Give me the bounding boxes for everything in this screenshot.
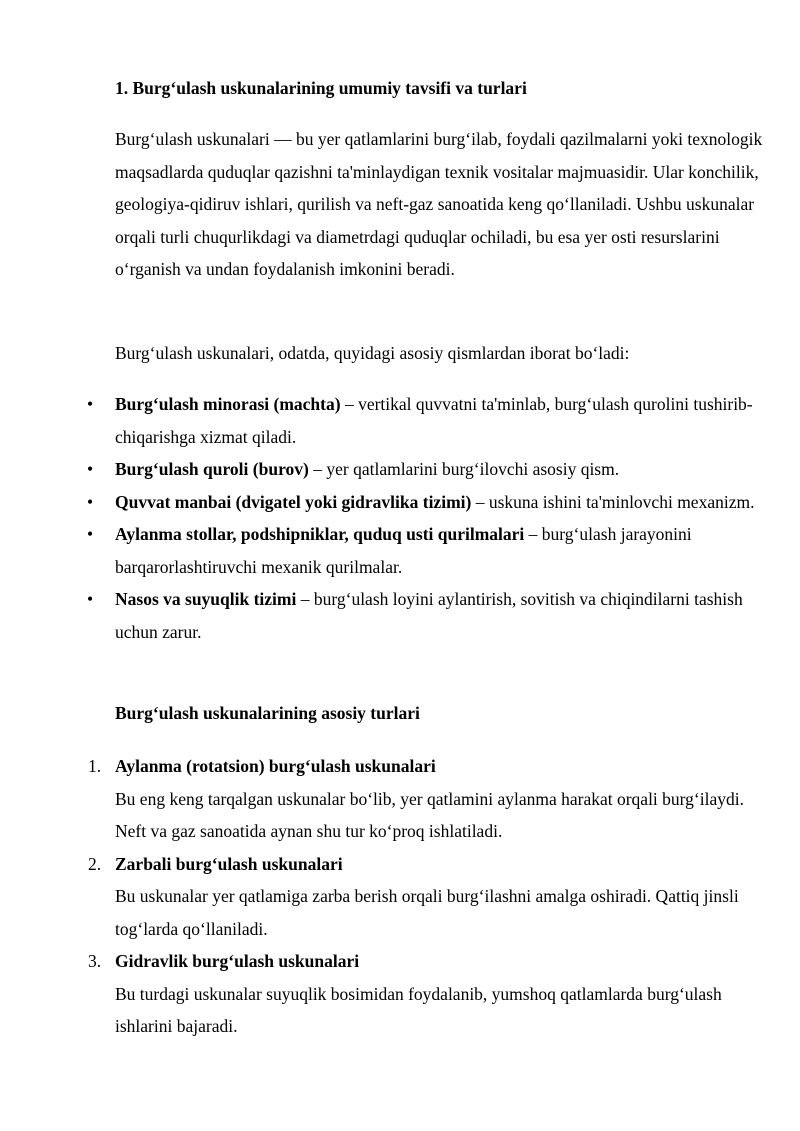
type-name: Zarbali burg‘ulash uskunalari: [115, 853, 343, 874]
type-description: Bu eng keng tarqalgan uskunalar bo‘lib, yer qatlamini aylanma harakat orqali burg‘ilaydi. Neft va gaz sanoatida aynan shu tur ko‘proq ishlatiladi.: [115, 788, 744, 841]
parts-intro-paragraph: Burg‘ulash uskunalari, odatda, quyidagi asosiy qismlardan iborat bo‘ladi:: [115, 343, 630, 363]
type-description: Bu uskunalar yer qatlamiga zarba berish orqali burg‘ilashni amalga oshiradi. Qattiq jinsli tog‘larda qo‘llaniladi.: [115, 886, 739, 939]
bullet-icon: •: [87, 491, 94, 512]
list-item-desc: – burg‘ulash jarayonini barqarorlashtiruvchi mexanik qurilmalar.: [115, 524, 692, 577]
intro-paragraph: Burg‘ulash uskunalari — bu yer qatlamlarini burg‘ilab, foydali qazilmalarni yoki texnologik maqsadlarda quduqlar qazishni ta'minlaydigan texnik vositalar majmuasidir. Ular konchilik, geologiya-qidiruv ishlari, qurilish va neft-gaz sanoatida keng qo‘llaniladi. Ushbu uskunalar orqali turli chuqurlikdagi va diametrdagi quduqlar ochiladi, bu esa yer osti resurslarini o‘rganish va undan foydalanish imkonini beradi.: [115, 129, 763, 279]
type-name: Gidravlik burg‘ulash uskunalari: [115, 951, 360, 971]
list-item: [0, 945, 755, 1043]
list-number: 3.: [88, 951, 102, 971]
list-item: [0, 453, 755, 486]
type-description: Bu turdagi uskunalar suyuqlik bosimidan foydalanib, yumshoq qatlamlarda burg‘ulash ishlarini bajaradi.: [115, 983, 722, 1036]
list-item-desc: – vertikal quvvatni ta'minlab, burg‘ulash qurolini tushirib-chiqarishga xizmat qiladi.: [115, 394, 753, 447]
section-title: 1. Burg‘ulash uskunalarining umumiy tavsifi va turlari: [115, 78, 527, 98]
bullet-icon: •: [87, 394, 94, 414]
list-item-term: Aylanma stollar, podshipniklar, quduq usti qurilmalari: [115, 524, 525, 544]
list-item: [0, 583, 755, 648]
list-item: [0, 750, 755, 848]
type-name: Aylanma (rotatsion) burg‘ulash uskunalari: [115, 756, 436, 776]
list-item-desc: – yer qatlamlarini burg‘ilovchi asosiy qism.: [308, 459, 620, 479]
list-item: [0, 518, 755, 583]
list-item-term: Burg‘ulash quroli (burov): [115, 459, 309, 479]
types-list: [0, 750, 800, 1043]
parts-list: [0, 388, 800, 648]
bullet-icon: •: [87, 589, 94, 609]
types-heading: Burg‘ulash uskunalarining asosiy turlari: [115, 703, 420, 723]
list-item-desc: – burg‘ulash loyini aylantirish, sovitish va chiqindilarni tashish uchun zarur.: [115, 589, 743, 642]
list-item-term: Nasos va suyuqlik tizimi: [115, 589, 297, 609]
list-number: 1.: [88, 756, 102, 776]
bullet-icon: •: [87, 459, 94, 479]
bullet-icon: •: [87, 524, 94, 544]
list-number: 2.: [88, 853, 102, 874]
list-item-desc: – uskuna ishini ta'minlovchi mexanizm.: [471, 491, 755, 512]
list-item-term: Burg‘ulash minorasi (machta): [115, 394, 341, 414]
list-item: [0, 486, 755, 519]
list-item: [0, 848, 755, 946]
list-item: [0, 388, 755, 453]
list-item-term: Quvvat manbai (dvigatel yoki gidravlika tizimi): [115, 491, 472, 512]
